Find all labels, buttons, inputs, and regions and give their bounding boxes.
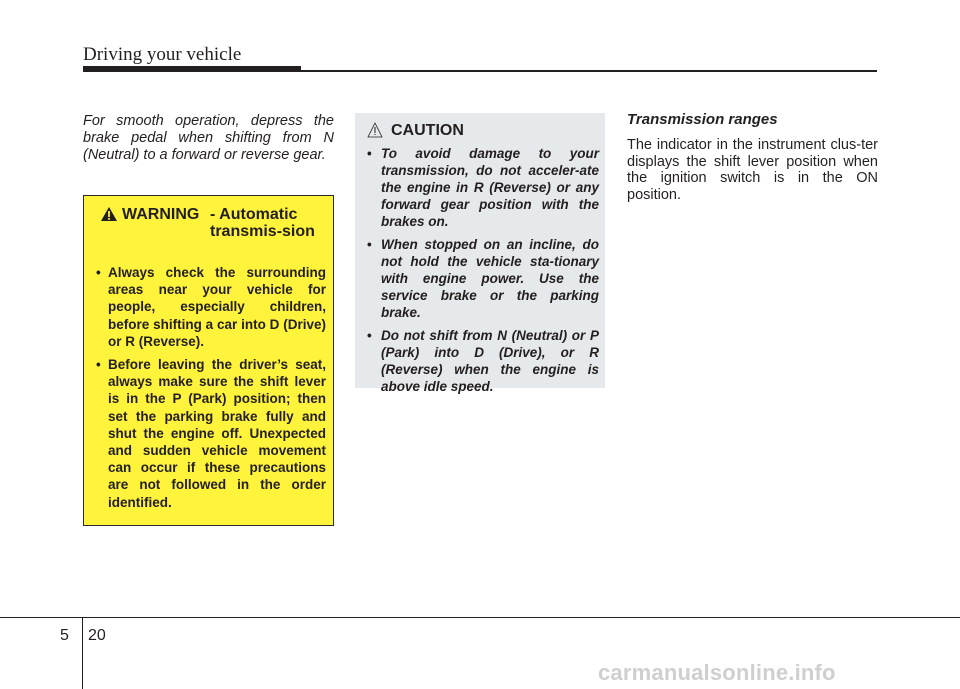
page-number: 20 [88, 627, 106, 644]
intro-paragraph: For smooth operation, depress the brake pedal when shifting from N (Neutral) to a forward or reverse gear. [83, 113, 334, 163]
caution-title: CAUTION [391, 122, 464, 139]
warning-box [83, 195, 334, 526]
section-body: The indicator in the instrument clus-ter displays the shift lever position when the ignition switch is in the ON position. [627, 137, 878, 203]
caution-item: • Do not shift from N (Neutral) or P (Park) into D (Drive), or R (Reverse) when the engine is above idle speed. [367, 327, 599, 395]
warning-triangle-icon [100, 206, 118, 222]
header-rule-thick [83, 66, 301, 72]
caution-box [355, 113, 605, 394]
watermark-link[interactable]: carmanualsonline.info [598, 660, 836, 685]
caution-item: • To avoid damage to your transmission, do not acceler-ate the engine in R (Reverse) or any forward gear position with the brakes on. [367, 145, 599, 230]
page-header-title: Driving your vehicle [83, 44, 242, 65]
warning-item: • Always check the surrounding areas near your vehicle for people, especially children, before shifting a car into D (Drive) or R (Reverse). [96, 264, 326, 350]
footer-rule [0, 617, 960, 618]
chapter-number: 5 [60, 627, 69, 644]
footer-divider [82, 617, 83, 689]
warning-list [96, 264, 326, 517]
header-rule-thin [301, 70, 877, 72]
caution-list [367, 145, 599, 401]
warning-subtitle: - Automatic transmis-sion [210, 206, 315, 240]
caution-item: • When stopped on an incline, do not hold the vehicle sta-tionary with engine power. Use the service brake or the parking brake. [367, 236, 599, 321]
warning-item: • Before leaving the driver’s seat, always make sure the shift lever is in the P (Park) position; then set the parking brake fully and shut the engine off. Unexpected and sudden vehicle movement can occur if these precautions are not followed in the order identified. [96, 356, 326, 511]
section-heading: Transmission ranges [627, 111, 778, 128]
warning-title: WARNING [122, 206, 200, 223]
caution-triangle-icon [367, 122, 383, 138]
